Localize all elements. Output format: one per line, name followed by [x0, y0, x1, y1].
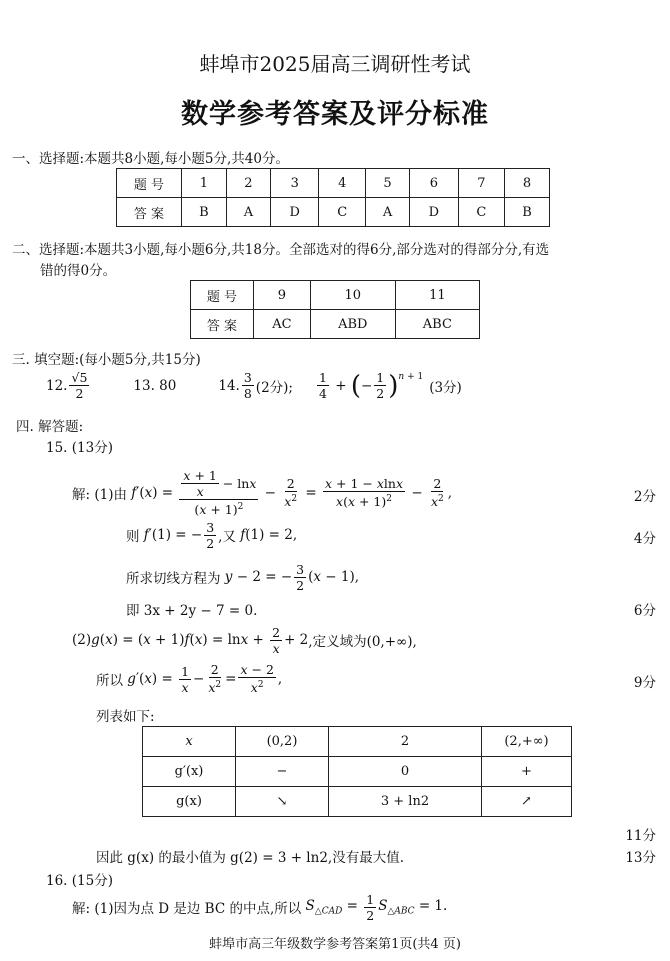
section-3-heading: 三. 填空题:(每小题5分,共15分)	[12, 352, 201, 368]
table-cell: 8	[505, 169, 550, 198]
table-cell: 2	[329, 727, 482, 757]
score-label: 13分	[625, 850, 656, 866]
table-row	[191, 310, 480, 339]
row-header: 题 号	[117, 169, 182, 198]
q12-label: 12.	[46, 377, 68, 394]
line-mid: ,又	[218, 529, 236, 545]
table-cell: A	[226, 198, 270, 227]
line-prefix: 所求切线方程为	[126, 571, 221, 587]
answer-key-title: 数学参考答案及评分标准	[181, 99, 489, 130]
table-cell: A	[365, 198, 409, 227]
table-cell: 3 + ln2	[329, 787, 482, 817]
table-row	[117, 198, 550, 227]
line-prefix: 解: (1)因为点 D 是边 BC 的中点,所以	[72, 901, 302, 917]
score-label: 11分	[625, 828, 656, 844]
table-cell: ABC	[395, 310, 479, 339]
line-prefix: 解: (1)由	[72, 487, 127, 503]
q14-label: 14.	[218, 377, 240, 394]
section-2-heading-cont: 错的得0分。	[40, 263, 117, 279]
table-row	[117, 169, 550, 198]
table-cell: (0,2)	[236, 727, 329, 757]
line-prefix: (2)	[72, 632, 92, 648]
q12-answer: $\frac{√5}{2}$	[71, 370, 88, 401]
table-cell: 0	[329, 757, 482, 787]
table-cell: B	[505, 198, 550, 227]
q15-heading: 15. (13分)	[46, 440, 113, 456]
solution-line-8: 因此 g(x) 的最小值为 g(2) = 3 + ln2,没有最大值.	[96, 850, 404, 866]
table-cell: B	[182, 198, 227, 227]
solution-line-3: 所求切线方程为 y − 2 = − $\frac{3}{2}$ (x − 1),	[126, 561, 360, 593]
solution-line-7: 列表如下:	[96, 709, 155, 725]
solution-line-2: 则 f′(1) = − $\frac{3}{2}$ ,又 f(1) = 2,	[126, 519, 298, 551]
table-cell: −	[236, 757, 329, 787]
decreasing-arrow-icon: ↘	[236, 787, 329, 817]
page-footer: 蚌埠市高三年级数学参考答案第1页(共4 页)	[209, 937, 461, 952]
q13-answer: 13. 80	[133, 377, 177, 394]
row-header: 答 案	[117, 198, 182, 227]
table-cell: x	[143, 727, 236, 757]
table-row	[143, 727, 572, 757]
solution-line-5: (2) g(x) = (x + 1)f(x) = lnx + $\frac{2}{x}$ + 2 ,定义域为(0,+∞),	[72, 624, 417, 656]
section-2-heading: 二、选择题:本题共3小题,每小题6分,共18分。全部选对的得6分,部分选对的得部分分,有选	[12, 242, 550, 258]
table-cell: D	[410, 198, 459, 227]
table-row	[143, 787, 572, 817]
section-1-heading: 一、选择题:本题共8小题,每小题5分,共40分。	[12, 151, 289, 167]
fill-in-answers: 12. $\frac{√5}{2}$ 13. 80 14. $\frac{3}{8}$ (2分); $\frac{1}{4}$ + ( − $\frac{1}{2}$ ) $^{n + 1}$ (3分)	[46, 370, 462, 401]
table-cell: +	[482, 757, 572, 787]
table-cell: g′(x)	[143, 757, 236, 787]
line-suffix: ,定义域为(0,+∞),	[308, 634, 417, 650]
table-cell: 11	[395, 281, 479, 310]
score-label: 2分	[633, 489, 656, 505]
line-prefix: 则	[126, 529, 140, 545]
q14-answer-2: $\frac{1}{4}$	[318, 370, 327, 401]
table-row	[143, 757, 572, 787]
table-cell: 9	[254, 281, 311, 310]
table-cell: 5	[365, 169, 409, 198]
table-cell: 10	[310, 281, 395, 310]
score-label: 4分	[633, 531, 656, 547]
table-cell: AC	[254, 310, 311, 339]
row-header: 答 案	[191, 310, 254, 339]
q14-answer-1: $\frac{3}{8}$	[243, 370, 252, 401]
table-cell: 3	[270, 169, 319, 198]
table-cell: 2	[226, 169, 270, 198]
section-4-heading: 四. 解答题:	[16, 419, 84, 435]
answer-table-1	[116, 168, 550, 227]
table-cell: C	[319, 198, 365, 227]
q14-score-2: (3分)	[429, 379, 462, 396]
q16-heading: 16. (15分)	[46, 873, 113, 889]
table-cell: 4	[319, 169, 365, 198]
table-cell: (2,+∞)	[482, 727, 572, 757]
answer-table-2	[190, 280, 480, 339]
line-prefix: 所以	[96, 673, 123, 689]
solution-line-4: 即 3x + 2y − 7 = 0.	[126, 603, 258, 619]
solution-line-1: 解: (1)由 f′(x) = $\frac{x + 1}{x}$ − ln x $(x + 1)^2$ − $\frac{2}{x^2}$ = $\frac{x + 1 - xlnx}{x(x + 1)^2}$ − $\frac{2}{x^2}$ ,	[72, 468, 453, 518]
solution-line-9: 解: (1)因为点 D 是边 BC 的中点,所以 $S_{\triangle CAD}$ = $\frac{1}{2}$ $S_{\triangle ABC} = 1$.	[72, 891, 448, 923]
table-cell: 7	[458, 169, 504, 198]
q14-score-1: (2分);	[255, 379, 293, 396]
table-cell: D	[270, 198, 319, 227]
increasing-arrow-icon: ↗	[482, 787, 572, 817]
score-label: 6分	[633, 603, 656, 619]
table-cell: ABD	[310, 310, 395, 339]
table-cell: C	[458, 198, 504, 227]
table-cell: 1	[182, 169, 227, 198]
exam-title: 蚌埠市2025届高三调研性考试	[199, 52, 471, 76]
monotonicity-table	[142, 726, 572, 817]
solution-line-6: 所以 g′(x) = $\frac{1}{x}$ − $\frac{2}{x^2}$ = $\frac{x - 2}{x^2}$ ,	[96, 662, 283, 696]
score-label: 9分	[633, 675, 656, 691]
table-cell: g(x)	[143, 787, 236, 817]
row-header: 题 号	[191, 281, 254, 310]
table-row	[191, 281, 480, 310]
table-cell: 6	[410, 169, 459, 198]
